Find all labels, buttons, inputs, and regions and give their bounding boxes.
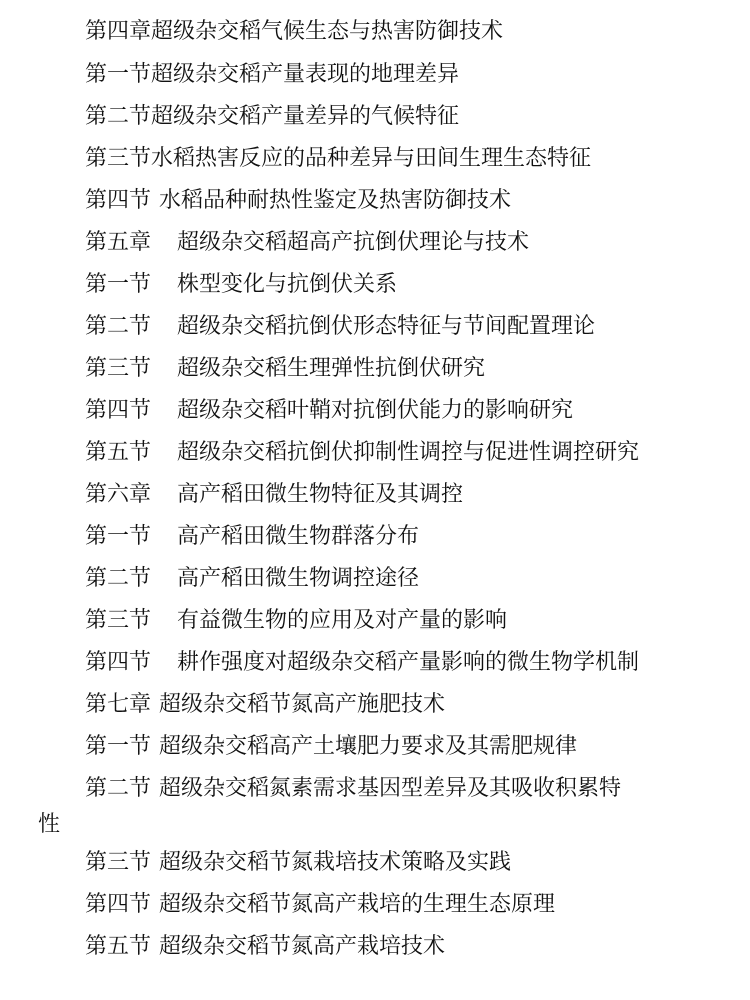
toc-section-4-2 bbox=[85, 102, 459, 132]
toc-section-6-1 bbox=[85, 522, 419, 552]
toc-title: 超级杂交稻产量表现的地理差异 bbox=[151, 62, 460, 87]
toc-title: 超级杂交稻抗倒伏形态特征与节间配置理论 bbox=[177, 314, 596, 339]
toc-title: 高产稻田微生物调控途径 bbox=[177, 566, 420, 591]
toc-section-5-1 bbox=[85, 270, 397, 300]
toc-label: 第五节 bbox=[85, 440, 152, 465]
toc-title: 超级杂交稻气候生态与热害防御技术 bbox=[151, 19, 504, 44]
toc-label: 第七章 bbox=[85, 692, 152, 717]
toc-section-5-2 bbox=[85, 312, 595, 342]
toc-label: 第五章 bbox=[85, 230, 152, 255]
toc-section-7-3 bbox=[85, 848, 511, 878]
toc-section-5-5 bbox=[85, 438, 639, 468]
toc-title: 水稻热害反应的品种差异与田间生理生态特征 bbox=[151, 146, 592, 171]
toc-label: 第四节 bbox=[85, 892, 152, 917]
toc-label: 第五节 bbox=[85, 934, 152, 959]
toc-title: 耕作强度对超级杂交稻产量影响的微生物学机制 bbox=[177, 650, 640, 675]
toc-section-7-2-continuation: 性 bbox=[38, 812, 61, 837]
toc-label: 第三节 bbox=[85, 146, 152, 171]
toc-section-7-2 bbox=[85, 774, 621, 804]
toc-section-7-1 bbox=[85, 732, 577, 762]
toc-section-4-4 bbox=[85, 186, 511, 216]
toc-section-4-3 bbox=[85, 144, 591, 174]
toc-section-6-3 bbox=[85, 606, 507, 636]
toc-title: 高产稻田微生物群落分布 bbox=[177, 524, 420, 549]
toc-title: 超级杂交稻叶鞘对抗倒伏能力的影响研究 bbox=[177, 398, 574, 423]
toc-title: 超级杂交稻超高产抗倒伏理论与技术 bbox=[177, 230, 530, 255]
toc-label: 第四章 bbox=[85, 19, 152, 44]
toc-label: 第一节 bbox=[85, 62, 152, 87]
toc-section-4-1 bbox=[85, 60, 459, 90]
toc-chapter-5 bbox=[85, 228, 529, 258]
toc-chapter-4 bbox=[85, 17, 503, 47]
toc-label: 第四节 bbox=[85, 188, 152, 213]
toc-label: 第四节 bbox=[85, 398, 152, 423]
toc-title: 超级杂交稻产量差异的气候特征 bbox=[151, 104, 460, 129]
toc-label: 第二节 bbox=[85, 104, 152, 129]
toc-label: 第三节 bbox=[85, 356, 152, 381]
toc-label: 第二节 bbox=[85, 314, 152, 339]
toc-title: 有益微生物的应用及对产量的影响 bbox=[177, 608, 508, 633]
toc-title: 超级杂交稻节氮高产栽培技术 bbox=[159, 934, 446, 959]
toc-chapter-7 bbox=[85, 690, 445, 720]
toc-section-5-4 bbox=[85, 396, 573, 426]
toc-chapter-6 bbox=[85, 480, 463, 510]
toc-section-7-4 bbox=[85, 890, 555, 920]
toc-label: 第三节 bbox=[85, 608, 152, 633]
toc-label: 第六章 bbox=[85, 482, 152, 507]
toc-title: 超级杂交稻抗倒伏抑制性调控与促进性调控研究 bbox=[177, 440, 640, 465]
toc-section-6-4 bbox=[85, 648, 639, 678]
toc-label: 第三节 bbox=[85, 850, 152, 875]
toc-title: 超级杂交稻氮素需求基因型差异及其吸收积累特 bbox=[159, 776, 622, 801]
toc-label: 第二节 bbox=[85, 776, 152, 801]
toc-title: 超级杂交稻高产土壤肥力要求及其需肥规律 bbox=[159, 734, 578, 759]
toc-label: 第一节 bbox=[85, 524, 152, 549]
toc-title: 水稻品种耐热性鉴定及热害防御技术 bbox=[159, 188, 512, 213]
toc-section-5-3 bbox=[85, 354, 485, 384]
toc-label: 第一节 bbox=[85, 734, 152, 759]
toc-title: 株型变化与抗倒伏关系 bbox=[177, 272, 398, 297]
toc-label: 第二节 bbox=[85, 566, 152, 591]
toc-title: 超级杂交稻节氮高产栽培的生理生态原理 bbox=[159, 892, 556, 917]
toc-title: 超级杂交稻节氮栽培技术策略及实践 bbox=[159, 850, 512, 875]
toc-title: 超级杂交稻生理弹性抗倒伏研究 bbox=[177, 356, 486, 381]
toc-title: 超级杂交稻节氮高产施肥技术 bbox=[159, 692, 446, 717]
toc-label: 第一节 bbox=[85, 272, 152, 297]
toc-section-7-5 bbox=[85, 932, 445, 962]
toc-title: 高产稻田微生物特征及其调控 bbox=[177, 482, 464, 507]
toc-section-6-2 bbox=[85, 564, 419, 594]
toc-label: 第四节 bbox=[85, 650, 152, 675]
